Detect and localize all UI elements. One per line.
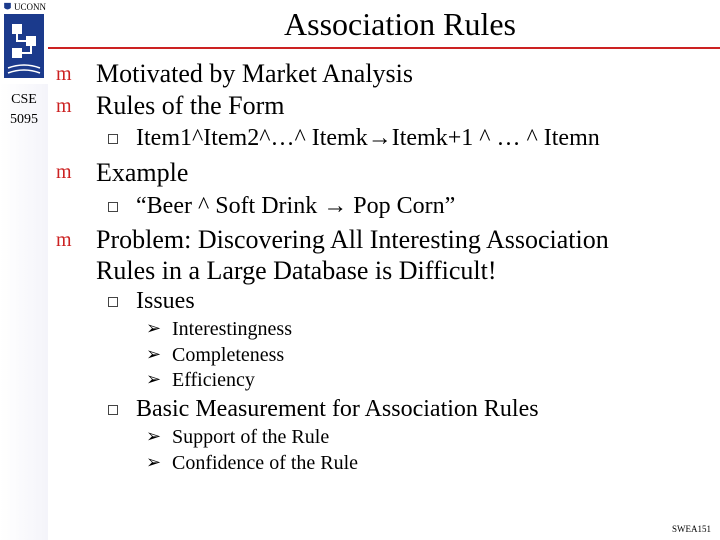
bullet-l3: Support of the Rule (172, 426, 330, 448)
bullet-l2-icon (108, 202, 118, 212)
bullet-l1-icon: m (56, 95, 72, 117)
bullet-l1-icon: m (56, 63, 72, 85)
arrow-bullet-icon: ➢ (146, 452, 162, 472)
bullet-l2: “Beer ^ Soft Drink → Pop Corn” (136, 193, 456, 219)
bullet-l1: Example (96, 158, 189, 187)
bullet-l3: Completeness (172, 344, 285, 366)
bullet-l2: Issues (136, 288, 195, 314)
bullet-l1-icon: m (56, 161, 72, 183)
bullet-l1: Motivated by Market Analysis (96, 59, 414, 88)
course-logo-icon (4, 14, 44, 78)
arrow-bullet-icon: ➢ (146, 369, 162, 389)
arrow-bullet-icon: ➢ (146, 318, 162, 338)
bullet-l3: Efficiency (172, 369, 255, 391)
bullet-l2-icon (108, 134, 118, 144)
slide-footer: SWEA151 (672, 524, 711, 534)
sidebar-gradient (0, 84, 48, 540)
seal-icon (3, 2, 12, 12)
bullet-l1: Rules of the Form (96, 91, 285, 120)
uconn-logo (3, 2, 46, 12)
bullet-l2-icon (108, 297, 118, 307)
course-code-line1: CSE (11, 92, 37, 107)
bullet-l1-continuation: Rules in a Large Database is Difficult! (96, 256, 497, 285)
arrow-bullet-icon: ➢ (146, 344, 162, 364)
bullet-l2: Basic Measurement for Association Rules (136, 396, 539, 422)
bullet-l3: Confidence of the Rule (172, 452, 359, 474)
bullet-l2: Item1^Item2^…^ Itemk→Itemk+1 ^ … ^ Itemn (136, 125, 600, 151)
university-name: UCONN (14, 2, 47, 12)
course-code-line2: 5095 (10, 112, 38, 127)
course-code (4, 90, 44, 130)
bullet-l3: Interestingness (172, 318, 292, 340)
bullet-l1-icon: m (56, 229, 72, 251)
arrow-bullet-icon: ➢ (146, 426, 162, 446)
title-rule (48, 47, 720, 49)
sidebar (0, 0, 48, 540)
slide-title: Association Rules (284, 6, 516, 42)
bullet-l2-icon (108, 405, 118, 415)
bullet-l1: Problem: Discovering All Interesting Association (96, 225, 609, 254)
